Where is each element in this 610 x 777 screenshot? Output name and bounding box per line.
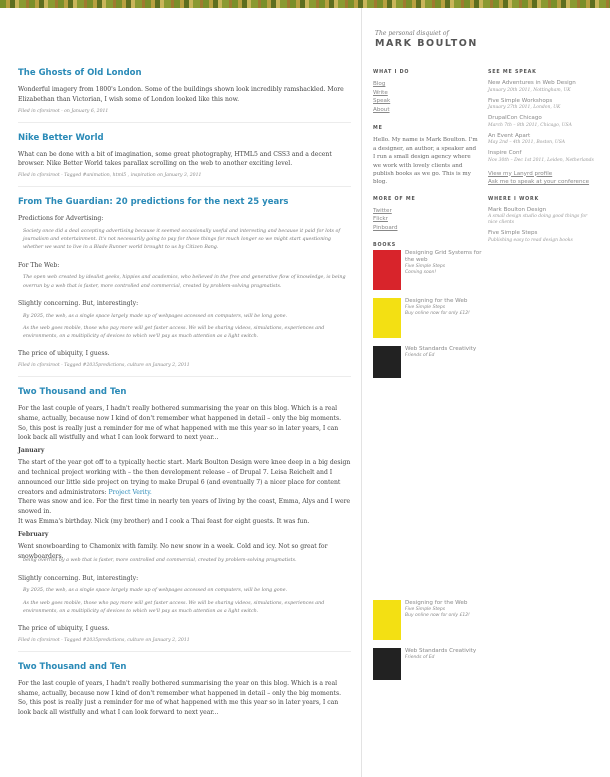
event-title[interactable]: Inspire Conf — [488, 150, 522, 156]
nav-write[interactable]: Write — [373, 89, 388, 96]
sidebar-right — [488, 70, 598, 248]
nav-blog[interactable]: Blog — [373, 81, 386, 87]
book-title[interactable]: Designing Grid Systems for the web — [405, 250, 482, 263]
nav-speak[interactable]: Speak — [373, 98, 391, 105]
post-title[interactable]: Two Thousand and Ten — [18, 387, 127, 397]
event-item[interactable] — [488, 98, 598, 112]
post-subheading: For The Web: — [18, 261, 60, 269]
post-text: Slightly concerning. But, interestingly: — [18, 299, 139, 307]
post-body: What can be done with a bit of imagination, some great photography, HTML5 and CSS3 and a decent browser. Nike Better World takes parallax scrolling on the web to another exciting level. — [18, 150, 332, 168]
book-cover — [373, 648, 401, 680]
month-heading: February — [18, 530, 49, 538]
site-title[interactable]: MARK BOULTON — [375, 38, 478, 49]
event-date: January 27th 2011, London, UK — [488, 105, 561, 110]
work-item[interactable] — [488, 207, 598, 227]
event-date: Nov 30th – Dec 1st 2011, Leiden, Netherlands — [488, 157, 594, 163]
event-item[interactable] — [488, 150, 598, 164]
main-content — [18, 68, 351, 722]
event-title[interactable]: Five Simple Workshops — [488, 97, 553, 104]
month-heading: January — [18, 447, 45, 455]
where-i-work-heading: WHERE I WORK — [488, 196, 540, 202]
event-title[interactable]: New Adventures in Web Design — [488, 80, 576, 86]
project-verity-link[interactable]: Project Verity. — [108, 488, 152, 496]
ask-to-speak-link[interactable]: Ask me to speak at your conference — [488, 179, 590, 186]
what-i-do-heading: WHAT I DO — [373, 70, 410, 75]
blockquote: Society once did a deal accepting advertising because it seemed occasionally useful and interesting and because it paid for lots of journalism and entertainment. It's not necessarily going to pay for those things for much longer so we might start questioning whether we want to live in a Blade Runner world brought to us by Citizen Bang. — [23, 228, 341, 251]
post-meta: Filed in cforsiroot · Tagged #2035predictions, culture on January 2, 2011 — [18, 363, 190, 368]
post-text: Slightly concerning. But, interestingly: — [18, 574, 139, 582]
book-title[interactable]: Designing for the Web — [405, 600, 468, 606]
post-text: There was snow and ice. For the first time in nearly ten years of living by the coast, Emma, Alys and I were snowed in. — [18, 498, 351, 516]
book-publisher: Five Simple Steps — [405, 305, 446, 310]
book-publisher: Five Simple Steps — [405, 607, 446, 612]
book-publisher: Five Simple Steps — [405, 264, 446, 269]
twitter-link[interactable]: Twitter — [373, 207, 392, 214]
book-cover — [373, 346, 401, 378]
event-item[interactable] — [488, 80, 598, 94]
post-body: Wonderful imagery from 1800's London. Some of the buildings shown look incredibly ramshackled. More Elizabethan than Victorian, I wish some of London looked like this now. — [18, 86, 344, 103]
me-heading: ME — [373, 126, 383, 132]
post-title[interactable]: Two Thousand and Ten — [18, 661, 127, 672]
post-guardian — [18, 197, 351, 368]
book-note: Coming soon! — [405, 270, 437, 275]
see-me-speak-heading: SEE ME SPEAK — [488, 70, 537, 75]
post-text-segment: The start of the year got off to a typically hectic start. Mark Boulton Design were knee deep in a big design and technical project working with – the then development release – of Drupal 7. Leisa Reichelt and I announced our little side project on trying to make Drupal 6 (and eventually 7) a nicer place for content creators and administrators: — [18, 459, 351, 496]
post-body: For the last couple of years, I hadn't really bothered summarising the year on this blog. Which is a real shame, actually, because now I kind of don't remember what happened in detail – only the big moments. So, this post is really just a reminder for me of what happened with me this year so in later years, I can look back all wistfully and what I can look forward to next year... — [18, 405, 342, 442]
event-date: May 2nd – 4th 2011, Boston, USA — [488, 140, 566, 145]
post-text — [18, 458, 351, 497]
post — [18, 68, 351, 114]
event-item[interactable] — [488, 115, 598, 129]
book-cover — [373, 250, 401, 290]
post-meta: Filed in cforsiroot · Tagged #2035predictions, culture on January 2, 2011 — [18, 637, 190, 643]
post-intro: Predictions for Advertising: — [18, 215, 104, 223]
work-title[interactable]: Five Simple Steps — [488, 230, 538, 237]
book-publisher: Friends of Ed — [405, 655, 435, 660]
post-separator — [18, 376, 351, 377]
book-cover — [373, 298, 401, 338]
column-divider — [361, 8, 362, 777]
event-date: March 7th – 8th 2011, Chicago, USA — [488, 122, 572, 128]
book-item[interactable] — [373, 600, 543, 644]
book-item[interactable] — [373, 648, 543, 692]
blockquote: being overrun by a web that is faster, more controlled and commercial, created by problem-solving pragmatists. — [23, 558, 297, 564]
book-title[interactable]: Web Standards Creativity — [405, 346, 477, 352]
work-title[interactable]: Mark Boulton Design — [488, 206, 547, 213]
book-item[interactable] — [373, 250, 543, 294]
book-note: Buy online now for only £12! — [405, 311, 470, 316]
work-desc: A small design studio doing good things for nice clients — [488, 214, 588, 226]
post-ten — [18, 387, 351, 643]
post-title[interactable]: The Ghosts of Old London — [18, 68, 142, 78]
post-title[interactable]: Nike Better World — [18, 132, 104, 143]
blockquote: By 2035, the web, as a single space largely made up of webpages accessed on computers, will be long gone. — [23, 313, 288, 319]
post-meta: Filed in cforsiroot · Tagged #animation, html5 , inspiration on January 3, 2011 — [18, 173, 202, 179]
bio-text: Hello. My name is Mark Boulton. I'm a designer, an author, a speaker and I run a small design agency where we work with lovely clients and publish books as we go. This is my blog. — [373, 137, 478, 186]
post-text: Went snowboarding to Chamonix with family. No new snow in a week. Cold and icy. Not so great for snowboarders. — [18, 542, 328, 560]
header-pattern — [0, 0, 610, 8]
event-title[interactable]: An Event Apart — [488, 132, 531, 139]
site-tagline: The personal disquiet of — [375, 30, 449, 37]
post-body: For the last couple of years, I hadn't really bothered summarising the year on this blog. Which is a real shame, actually, because now I kind of don't remember what happened in detail – only the big moments. So, this post is really just a reminder for me of what happened with me this year so in later years, I can look back all wistfully and what I can look forward to next year... — [18, 679, 342, 717]
post-text: The price of ubiquity, I guess. — [18, 624, 110, 632]
book-cover — [373, 600, 401, 640]
work-desc: Publishing easy to read design books — [488, 237, 573, 243]
books-heading: BOOKS — [373, 242, 396, 248]
pinboard-link[interactable]: Pinboard — [373, 225, 398, 231]
event-date: January 20th 2011, Nottingham, UK — [488, 87, 571, 93]
blockquote: The open web created by idealist geeks, hippies and academics, who believed in the free and generative flow of knowledge, is being overrun by a web that is faster, more controlled and commercial, created by problem-solving pragmatists. — [23, 275, 346, 289]
post-separator — [18, 122, 351, 123]
flickr-link[interactable]: Flickr — [373, 216, 388, 223]
book-title[interactable]: Designing for the Web — [405, 298, 468, 304]
sidebar-left — [373, 70, 478, 253]
blockquote: As the web goes mobile, those who pay more will get faster access. We will be sharing videos, simulations, experiences and environments, on a multiplicity of devices to which we'll pay as much attention as a light switch. — [23, 325, 325, 339]
post-ten-2 — [18, 662, 351, 718]
book-item[interactable] — [373, 346, 543, 390]
book-item[interactable] — [373, 298, 543, 342]
post-text: The price of ubiquity, I guess. — [18, 350, 110, 358]
book-publisher: Friends of Ed — [405, 353, 435, 358]
post-title[interactable]: From The Guardian: 20 predictions for the next 25 years — [18, 197, 289, 208]
work-item[interactable] — [488, 230, 598, 244]
post-text: It was Emma's birthday. Nick (my brother) and I cook a Thai feast for eight guests. It was fun. — [18, 517, 310, 525]
lanyrd-link[interactable]: View my Lanyrd profile — [488, 170, 553, 177]
blockquote: By 2035, the web, as a single space largely made up of webpages accessed on computers, will be long gone. — [23, 588, 288, 594]
post-separator — [18, 651, 351, 652]
more-of-me-heading: MORE OF ME — [373, 196, 416, 202]
book-note: Buy online now for only £12! — [405, 613, 470, 618]
post-separator — [18, 186, 351, 187]
blockquote: As the web goes mobile, those who pay more will get faster access. We will be sharing videos, simulations, experiences and environments, on a multiplicity of devices to which we'll pay as much attention as a light switch. — [23, 600, 325, 614]
event-title[interactable]: DrupalCon Chicago — [488, 115, 542, 121]
event-item[interactable] — [488, 133, 598, 147]
post-meta: Filed in cforsiroot · on January 6, 2011 — [18, 108, 109, 114]
post — [18, 133, 351, 179]
book-title[interactable]: Web Standards Creativity — [405, 648, 477, 654]
nav-about[interactable]: About — [373, 106, 390, 113]
